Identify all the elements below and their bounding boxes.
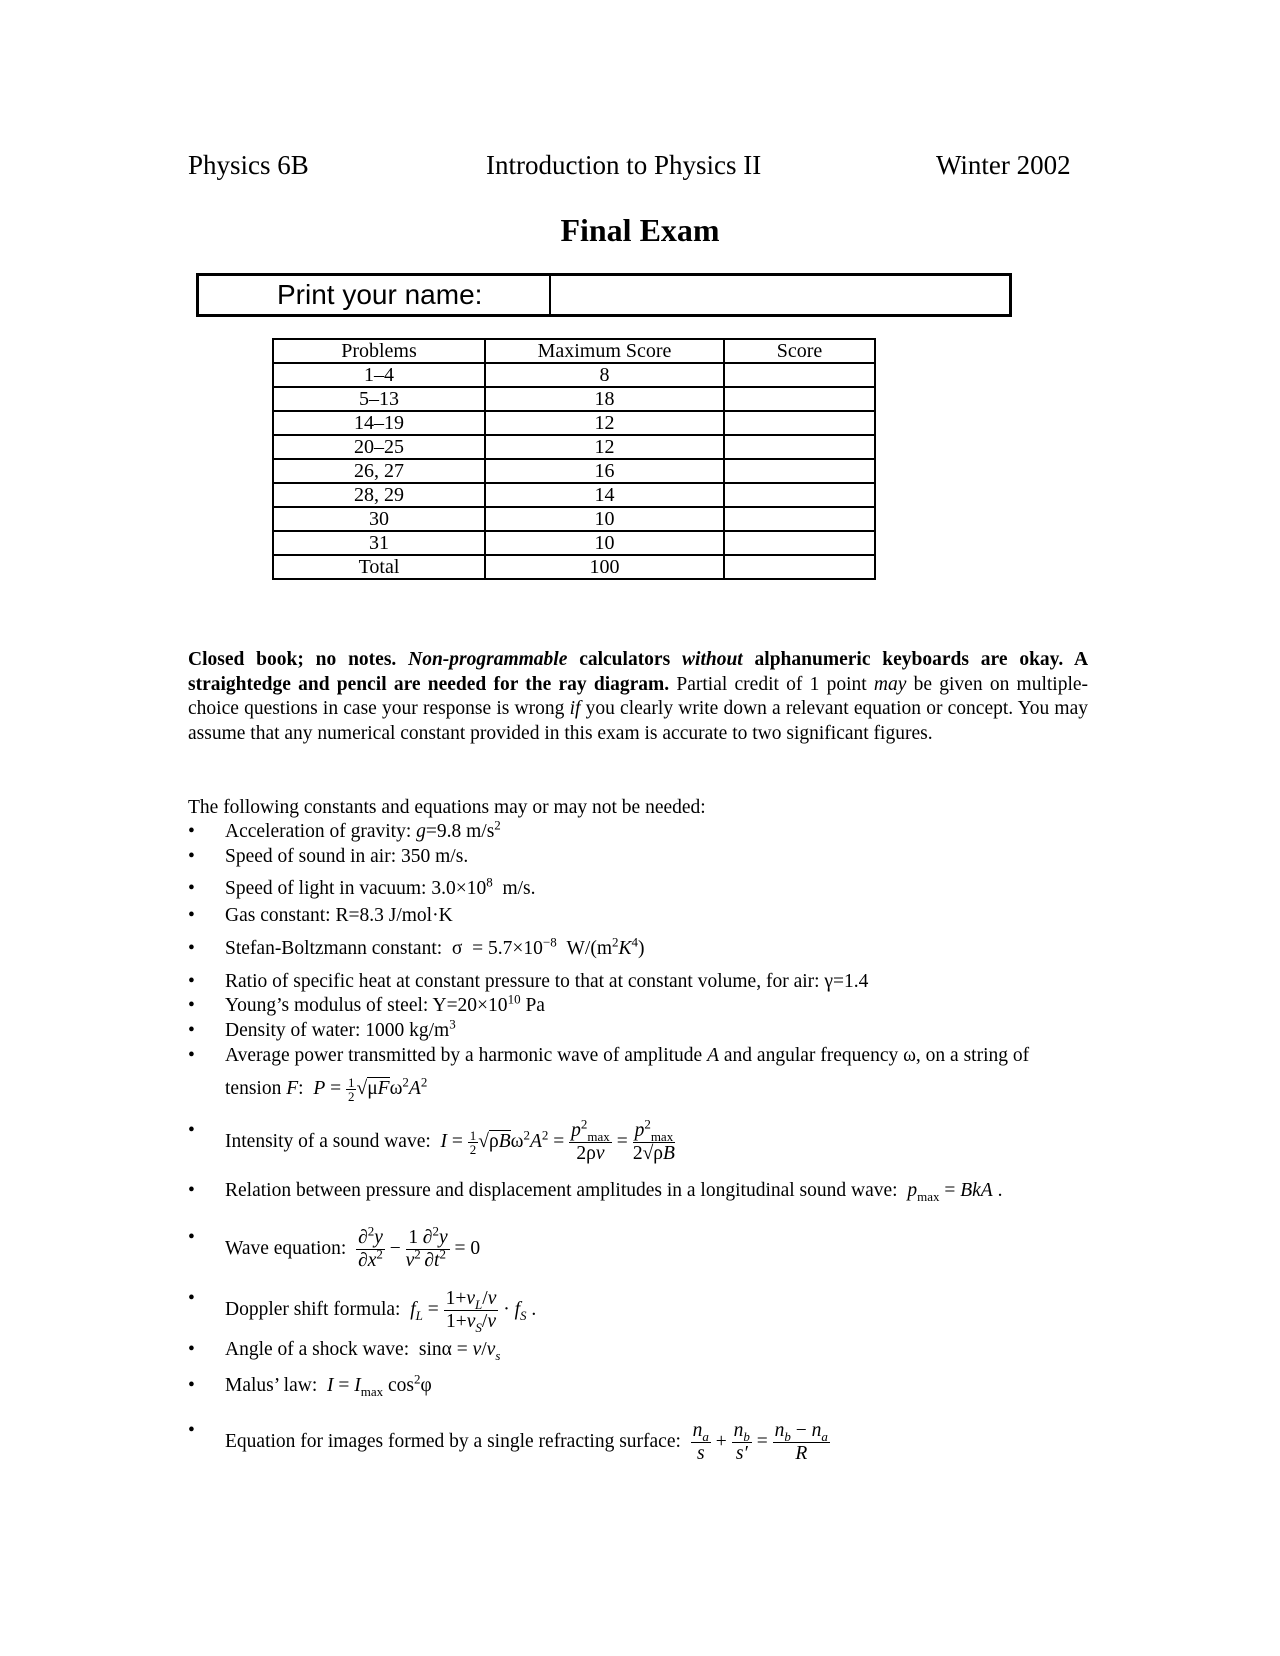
name-label: Print your name: xyxy=(199,276,551,314)
instr-italic-1: Non-programmable xyxy=(408,649,568,670)
bullet-icon: • xyxy=(188,1020,195,1041)
max-score-cell: 18 xyxy=(485,387,724,411)
header-problems: Problems xyxy=(273,339,485,363)
bullet-icon: • xyxy=(188,938,195,959)
instr-italic-3: may xyxy=(873,673,907,695)
gamma-ratio: Ratio of specific heat at constant pressure to that at constant volume, for air: γ=1.4 xyxy=(225,971,869,992)
exam-title: Final Exam xyxy=(560,212,720,248)
bullet-icon: • xyxy=(188,995,195,1016)
pressure-relation-label: Relation between pressure and displacement amplitudes in a longitudinal sound wave: xyxy=(225,1180,898,1201)
intensity-label: Intensity of a sound wave: xyxy=(225,1130,431,1152)
bullet-icon: • xyxy=(188,846,195,867)
problems-cell: 14–19 xyxy=(273,411,485,435)
max-score-cell: 14 xyxy=(485,483,724,507)
table-row xyxy=(273,483,875,507)
stefan-label: Stefan-Boltzmann constant: xyxy=(225,938,443,959)
score-cell[interactable] xyxy=(724,411,875,435)
light-speed-label: Speed of light in vacuum: xyxy=(225,878,427,899)
bullet-icon: • xyxy=(188,1420,195,1441)
sound-speed: Speed of sound in air: 350 m/s. xyxy=(225,846,469,867)
power-text-1: Average power transmitted by a harmonic wave of amplitude xyxy=(225,1045,703,1066)
malus-label: Malus’ law: xyxy=(225,1375,318,1396)
problems-cell: 30 xyxy=(273,507,485,531)
problems-cell: 20–25 xyxy=(273,435,485,459)
name-field[interactable] xyxy=(551,276,1009,314)
table-row xyxy=(273,507,875,531)
header-max-score: Maximum Score xyxy=(485,339,724,363)
bullet-icon: • xyxy=(188,1180,195,1201)
refraction-label: Equation for images formed by a single refracting surface: xyxy=(225,1430,681,1452)
doppler-label: Doppler shift formula: xyxy=(225,1298,401,1320)
score-cell[interactable] xyxy=(724,435,875,459)
bullet-icon: • xyxy=(188,1045,195,1066)
problems-cell: 28, 29 xyxy=(273,483,485,507)
power-text-2: and angular frequency ω, on a string of xyxy=(723,1045,1030,1066)
gravity-label: Acceleration of gravity: xyxy=(225,821,412,842)
max-score-cell: 16 xyxy=(485,459,724,483)
power-formula: tension F: P = $\frac{1}{2}$ $√\mu F\omega^2A^2$ xyxy=(225,1074,428,1104)
instr-bold-3: alphanumeric keyboards are okay. A straightedge and pencil are needed for the ray diagram. xyxy=(188,649,1089,695)
instr-bold-2: calculators xyxy=(579,649,671,670)
term: Winter 2002 xyxy=(936,150,1071,180)
instr-text-3: you clearly write down a relevant equation or concept. You may assume that any numerical constant provided in this exam is accurate to two significant figures. xyxy=(188,698,1088,744)
instr-text-1: Partial credit of 1 point xyxy=(676,673,867,695)
max-score-cell: 12 xyxy=(485,411,724,435)
bullet-icon: • xyxy=(188,821,195,842)
table-row xyxy=(273,387,875,411)
constants-intro: The following constants and equations may or may not be needed: xyxy=(188,797,706,818)
table-row xyxy=(273,411,875,435)
score-cell[interactable] xyxy=(724,363,875,387)
table-row xyxy=(273,435,875,459)
power-text-3: tension xyxy=(225,1077,282,1099)
problems-cell: 5–13 xyxy=(273,387,485,411)
max-score-cell: 10 xyxy=(485,507,724,531)
bullet-icon: • xyxy=(188,1339,195,1360)
gas-constant: Gas constant: R=8.3 J/mol·K xyxy=(225,905,453,926)
bullet-icon: • xyxy=(188,971,195,992)
score-cell[interactable] xyxy=(724,387,875,411)
score-cell[interactable] xyxy=(724,483,875,507)
instr-italic-4: if xyxy=(569,698,581,719)
bullet-icon: • xyxy=(188,905,195,926)
bullet-icon: • xyxy=(188,1120,195,1141)
instr-italic-2: without xyxy=(682,649,743,670)
wave-eq-label: Wave equation: xyxy=(225,1237,347,1259)
score-table-header xyxy=(273,339,875,363)
course-number: Physics 6B xyxy=(188,150,309,180)
bullet-icon: • xyxy=(188,1227,195,1248)
score-table xyxy=(272,338,876,580)
score-cell[interactable] xyxy=(724,555,875,579)
instr-bold-1: Closed book; no notes. xyxy=(188,649,397,670)
exam-instructions xyxy=(188,648,1088,746)
bullet-icon: • xyxy=(188,1288,195,1309)
problems-cell: 26, 27 xyxy=(273,459,485,483)
header-score: Score xyxy=(724,339,875,363)
max-score-cell: 100 xyxy=(485,555,724,579)
problems-cell: Total xyxy=(273,555,485,579)
problems-cell: 31 xyxy=(273,531,485,555)
table-row xyxy=(273,459,875,483)
shock-label: Angle of a shock wave: xyxy=(225,1339,410,1360)
score-cell[interactable] xyxy=(724,507,875,531)
score-cell[interactable] xyxy=(724,459,875,483)
name-box xyxy=(196,273,1012,317)
max-score-cell: 10 xyxy=(485,531,724,555)
bullet-icon: • xyxy=(188,1375,195,1396)
young-label: Young’s modulus of steel: Y=20×10 xyxy=(225,995,508,1016)
problems-cell: 1–4 xyxy=(273,363,485,387)
score-cell[interactable] xyxy=(724,531,875,555)
table-row-total xyxy=(273,555,875,579)
max-score-cell: 12 xyxy=(485,435,724,459)
course-title: Introduction to Physics II xyxy=(486,150,762,180)
density-label: Density of water: 1000 kg/m xyxy=(225,1020,450,1041)
instr-text-2: be given on multiple-choice questions in case your response is wrong xyxy=(188,673,1089,719)
max-score-cell: 8 xyxy=(485,363,724,387)
table-row xyxy=(273,363,875,387)
table-row xyxy=(273,531,875,555)
bullet-icon: • xyxy=(188,878,195,899)
